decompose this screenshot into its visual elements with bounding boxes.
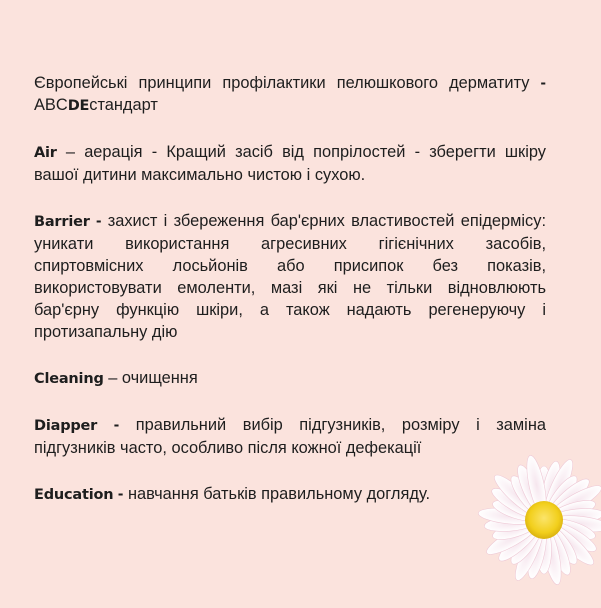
item-barrier bbox=[34, 210, 546, 343]
item-text-air: аерація - Кращий засіб від попрілостей - зберегти шкіру вашої дитини максимально чистою і сухою. bbox=[34, 143, 546, 184]
daisy-flower-icon bbox=[466, 438, 601, 608]
daisy-center bbox=[525, 501, 563, 539]
intro-abc: ABC bbox=[34, 96, 68, 114]
intro-paragraph bbox=[34, 72, 546, 117]
item-text-cleaning: очищення bbox=[121, 369, 198, 387]
item-text-barrier: захист і збереження бар'єрних властивостей епідермісу: уникати використання агресивних гігієнічних засобів, спиртовмісних лосьйонів або присипок без показів, використовувати емоленти, мазі які не тільки відновлюють бар'єрну функцію шкіри, а також надають регенеруючу і протизапальну дію bbox=[34, 212, 546, 341]
item-air bbox=[34, 141, 546, 186]
term-diapper: Diapper bbox=[34, 418, 98, 434]
term-barrier: Barrier bbox=[34, 214, 90, 230]
intro-suffix: стандарт bbox=[89, 96, 158, 114]
intro-text: Європейські принципи профілактики пелюшкового дерматиту bbox=[34, 74, 530, 92]
item-text-diapper: правильний вибір підгузників, розміру і заміна підгузників часто, особливо після кожної дефекації bbox=[34, 416, 546, 457]
item-separator: - bbox=[89, 212, 108, 230]
item-separator: – bbox=[103, 369, 122, 387]
term-education: Education bbox=[34, 487, 114, 503]
item-cleaning bbox=[34, 367, 546, 390]
item-text-education: навчання батьків правильному догляду. bbox=[127, 485, 431, 503]
item-separator: - bbox=[97, 416, 136, 434]
term-air: Air bbox=[34, 145, 57, 161]
item-separator: - bbox=[113, 485, 128, 503]
item-separator: – bbox=[56, 143, 85, 161]
intro-separator: - bbox=[529, 74, 546, 92]
term-cleaning: Cleaning bbox=[34, 371, 104, 387]
intro-de: DE bbox=[67, 98, 90, 114]
